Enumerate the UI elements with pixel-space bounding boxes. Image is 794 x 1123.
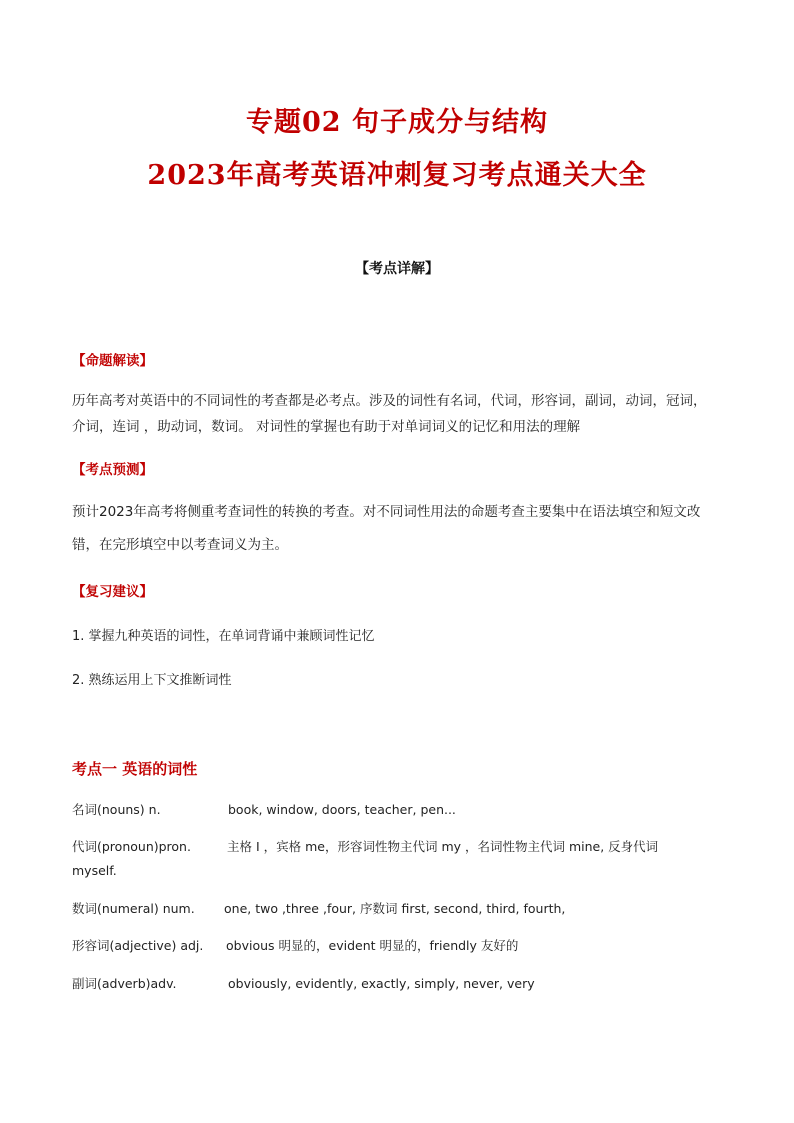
proposition-label: 【命题解读】 — [72, 353, 153, 369]
pos-name: 名词(nouns) n. — [72, 802, 161, 817]
pos-examples: obvious 明显的，evident 明显的，friendly 友好的 — [226, 938, 519, 953]
section-heading: 【考点详解】 — [355, 261, 439, 277]
prediction-line1: 预计2023年高考将侧重考查词性的转换的考查。对不同词性用法的命题考查主要集中在语法填空和短文改 — [72, 504, 701, 520]
prediction-line2: 错，在完形填空中以考查词义为主。 — [72, 537, 288, 553]
pos-name: 副词(adverb)adv. — [72, 976, 177, 991]
document-title-line1: 专题02 句子成分与结构 — [246, 107, 548, 138]
pos-name: 形容词(adjective) adj. — [72, 938, 204, 953]
pos-row-numeral — [72, 897, 732, 921]
pos-row-adjective — [72, 934, 732, 958]
review-item: 2. 熟练运用上下文推断词性 — [72, 673, 232, 688]
pos-row-noun — [72, 798, 732, 822]
pos-name: 代词(pronoun)pron. — [72, 839, 191, 854]
prediction-label: 【考点预测】 — [72, 462, 153, 478]
pos-examples: 主格 I ，宾格 me，形容词性物主代词 my ，名词性物主代词 mine, 反身代词 — [227, 839, 659, 854]
kaodian1-title: 考点一 英语的词性 — [72, 760, 198, 778]
proposition-line1: 历年高考对英语中的不同词性的考查都是必考点。涉及的词性有名词，代词，形容词，副词，动词，冠词， — [72, 393, 707, 409]
review-item: 1. 掌握九种英语的词性，在单词背诵中兼顾词性记忆 — [72, 629, 375, 644]
pos-examples: one, two ,three ,four, 序数词 first, second, third, fourth, — [224, 901, 566, 916]
pos-examples: obviously, evidently, exactly, simply, never, very — [228, 976, 535, 991]
pos-row-adverb — [72, 972, 732, 996]
pos-examples: book, window, doors, teacher, pen... — [228, 802, 456, 817]
pos-row-pronoun-cont: myself. — [72, 863, 117, 878]
proposition-line2: 介词，连词 ，助动词，数词。 对词性的掌握也有助于对单词词义的记忆和用法的理解 — [72, 419, 581, 435]
review-label: 【复习建议】 — [72, 584, 153, 600]
pos-row-pronoun — [72, 835, 732, 859]
document-title-line2: 2023年高考英语冲刺复习考点通关大全 — [147, 160, 647, 191]
pos-name: 数词(numeral) num. — [72, 901, 195, 916]
